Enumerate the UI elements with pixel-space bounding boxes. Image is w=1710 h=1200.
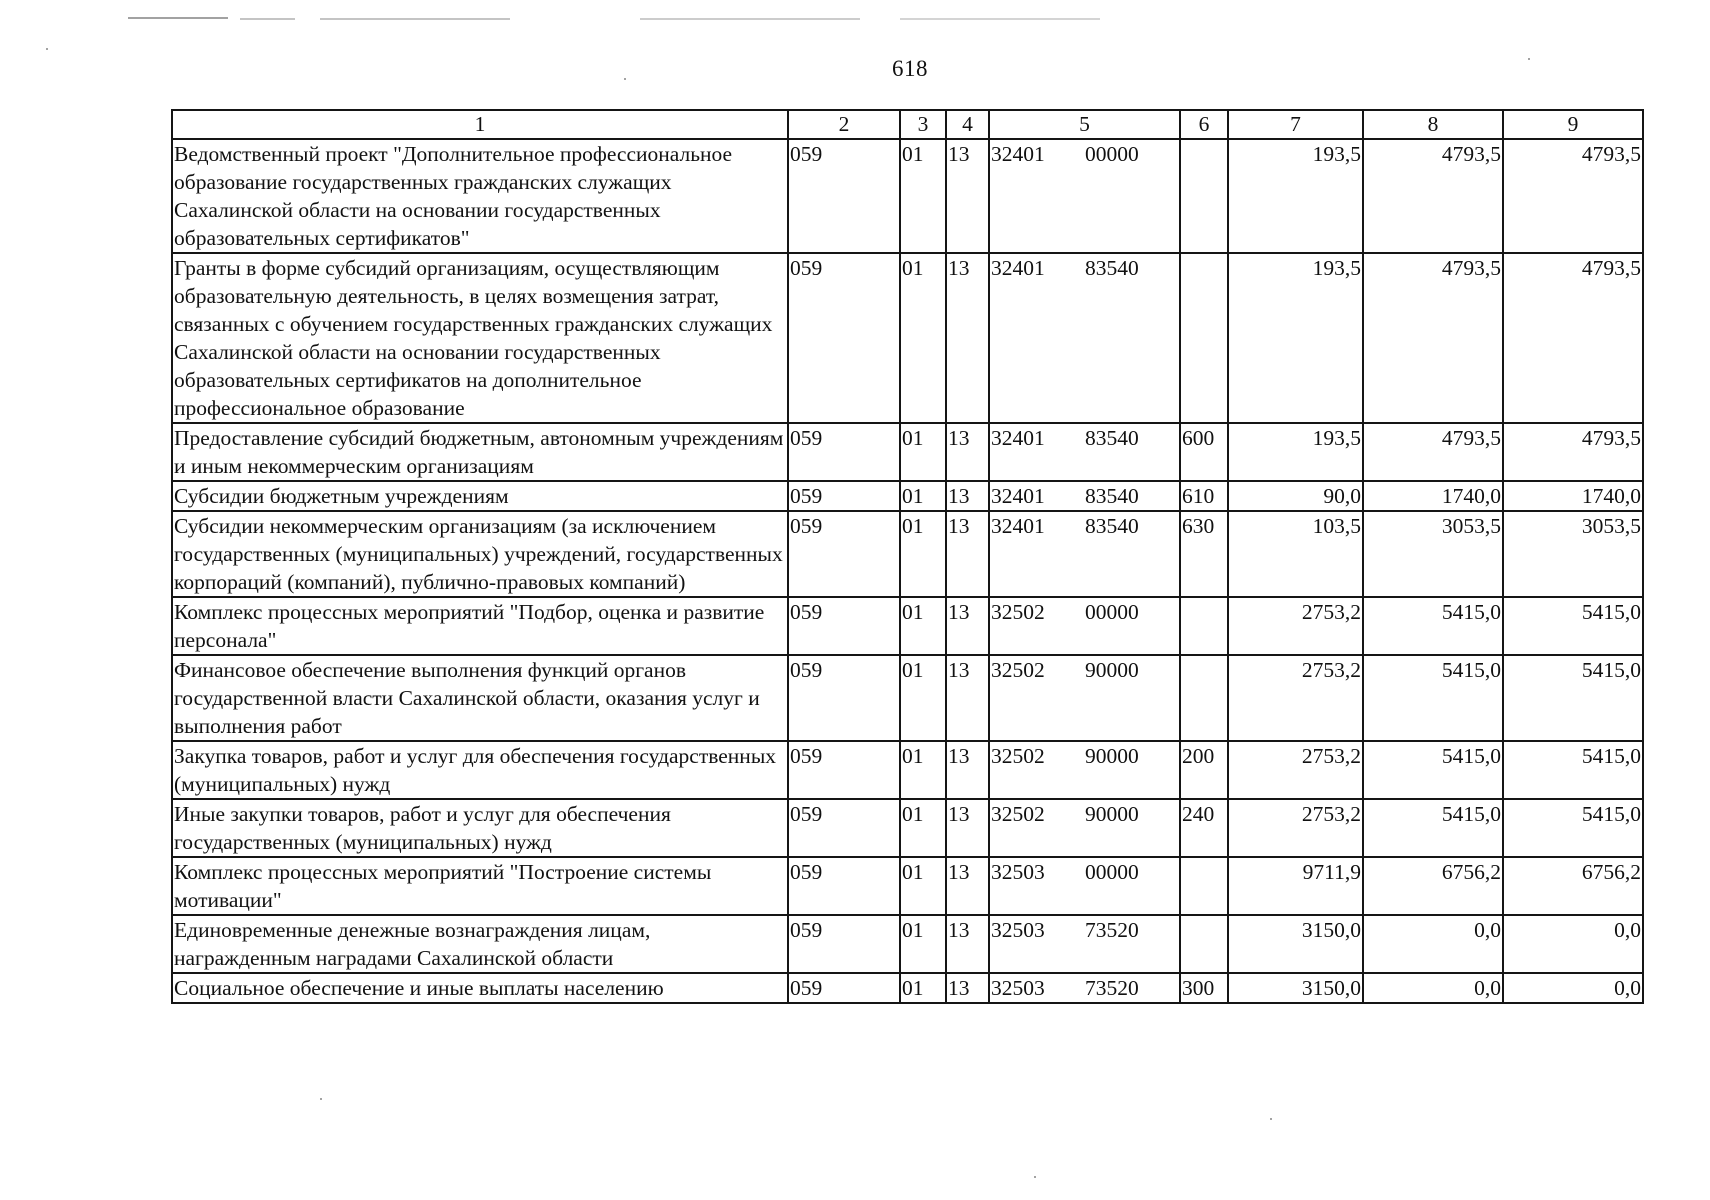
row-name: Социальное обеспечение и иные выплаты населению	[172, 973, 788, 1003]
scan-artifact	[900, 18, 1100, 20]
row-code-3: 01	[900, 481, 946, 511]
row-code-5b: 90000	[1085, 658, 1139, 682]
row-code-3: 01	[900, 915, 946, 973]
table-row	[172, 253, 1643, 423]
row-code-4: 13	[946, 423, 989, 481]
row-value-8: 6756,2	[1363, 857, 1503, 915]
row-value-8: 4793,5	[1363, 253, 1503, 423]
row-value-7: 193,5	[1228, 139, 1363, 253]
row-name: Иные закупки товаров, работ и услуг для обеспечения государственных (муниципальных) нужд	[172, 799, 788, 857]
row-value-9: 5415,0	[1503, 741, 1643, 799]
row-code-6: 610	[1180, 481, 1228, 511]
row-code-6	[1180, 857, 1228, 915]
page-number: 618	[892, 56, 928, 81]
row-code-5a: 32502	[991, 802, 1045, 826]
row-code-3: 01	[900, 139, 946, 253]
scan-speck	[1270, 1118, 1272, 1120]
row-value-7: 90,0	[1228, 481, 1363, 511]
row-code-5	[989, 799, 1180, 857]
row-value-9: 3053,5	[1503, 511, 1643, 597]
table-row	[172, 857, 1643, 915]
row-name: Предоставление субсидий бюджетным, автономным учреждениям и иным некоммерческим организациям	[172, 423, 788, 481]
row-code-6: 630	[1180, 511, 1228, 597]
row-code-5a: 32503	[991, 860, 1045, 884]
row-name: Субсидии некоммерческим организациям (за исключением государственных (муниципальных) учреждений, государственных корпораций (компаний), публично-правовых компаний)	[172, 511, 788, 597]
scan-artifact	[640, 18, 860, 20]
row-code-5	[989, 973, 1180, 1003]
row-value-7: 103,5	[1228, 511, 1363, 597]
row-value-8: 5415,0	[1363, 741, 1503, 799]
row-value-8: 5415,0	[1363, 597, 1503, 655]
column-header: 9	[1503, 110, 1643, 139]
table-row	[172, 481, 1643, 511]
row-code-5b: 00000	[1085, 142, 1139, 166]
row-code-6	[1180, 597, 1228, 655]
row-code-5b: 73520	[1085, 918, 1139, 942]
table-row	[172, 511, 1643, 597]
row-code-3: 01	[900, 423, 946, 481]
row-code-6	[1180, 139, 1228, 253]
scan-artifact	[320, 18, 510, 20]
row-value-9: 5415,0	[1503, 597, 1643, 655]
column-header: 3	[900, 110, 946, 139]
row-code-2: 059	[788, 741, 900, 799]
row-code-5a: 32401	[991, 142, 1045, 166]
row-code-5	[989, 857, 1180, 915]
row-code-4: 13	[946, 741, 989, 799]
row-value-7: 2753,2	[1228, 741, 1363, 799]
row-code-6	[1180, 655, 1228, 741]
row-code-4: 13	[946, 139, 989, 253]
table-row	[172, 139, 1643, 253]
row-code-5a: 32503	[991, 918, 1045, 942]
row-code-2: 059	[788, 915, 900, 973]
row-value-9: 6756,2	[1503, 857, 1643, 915]
scan-speck	[320, 1098, 322, 1100]
column-header: 5	[989, 110, 1180, 139]
row-value-7: 2753,2	[1228, 597, 1363, 655]
row-code-5b: 90000	[1085, 802, 1139, 826]
budget-table	[171, 109, 1644, 1004]
row-value-7: 2753,2	[1228, 799, 1363, 857]
column-header: 6	[1180, 110, 1228, 139]
row-name: Субсидии бюджетным учреждениям	[172, 481, 788, 511]
row-code-2: 059	[788, 481, 900, 511]
table-row	[172, 799, 1643, 857]
row-code-6: 240	[1180, 799, 1228, 857]
table-row	[172, 597, 1643, 655]
row-value-8: 5415,0	[1363, 655, 1503, 741]
row-code-5a: 32503	[991, 976, 1045, 1000]
row-value-8: 0,0	[1363, 915, 1503, 973]
row-code-4: 13	[946, 511, 989, 597]
table-row	[172, 973, 1643, 1003]
row-value-8: 4793,5	[1363, 423, 1503, 481]
row-code-2: 059	[788, 857, 900, 915]
row-value-8: 0,0	[1363, 973, 1503, 1003]
row-code-6	[1180, 915, 1228, 973]
row-value-7: 9711,9	[1228, 857, 1363, 915]
row-code-5b: 73520	[1085, 976, 1139, 1000]
row-code-6	[1180, 253, 1228, 423]
table-header-row	[172, 110, 1643, 139]
row-code-2: 059	[788, 799, 900, 857]
row-value-7: 2753,2	[1228, 655, 1363, 741]
row-code-4: 13	[946, 857, 989, 915]
row-value-9: 0,0	[1503, 915, 1643, 973]
column-header: 2	[788, 110, 900, 139]
row-code-5b: 90000	[1085, 744, 1139, 768]
table-row	[172, 741, 1643, 799]
row-code-5a: 32401	[991, 484, 1045, 508]
row-value-8: 1740,0	[1363, 481, 1503, 511]
row-value-9: 4793,5	[1503, 423, 1643, 481]
row-code-6: 200	[1180, 741, 1228, 799]
row-code-5a: 32401	[991, 426, 1045, 450]
row-code-5	[989, 511, 1180, 597]
row-code-2: 059	[788, 511, 900, 597]
row-code-5	[989, 597, 1180, 655]
row-code-5b: 83540	[1085, 426, 1139, 450]
row-value-9: 1740,0	[1503, 481, 1643, 511]
row-value-8: 3053,5	[1363, 511, 1503, 597]
row-code-5	[989, 655, 1180, 741]
column-header: 4	[946, 110, 989, 139]
row-value-8: 4793,5	[1363, 139, 1503, 253]
row-code-4: 13	[946, 973, 989, 1003]
row-code-5a: 32401	[991, 256, 1045, 280]
row-code-3: 01	[900, 597, 946, 655]
row-code-5	[989, 481, 1180, 511]
row-code-6: 300	[1180, 973, 1228, 1003]
row-code-4: 13	[946, 915, 989, 973]
scan-artifact	[128, 17, 228, 19]
row-code-2: 059	[788, 253, 900, 423]
row-code-4: 13	[946, 799, 989, 857]
row-name: Комплекс процессных мероприятий "Подбор, оценка и развитие персонала"	[172, 597, 788, 655]
row-code-5	[989, 741, 1180, 799]
table-row	[172, 423, 1643, 481]
row-name: Единовременные денежные вознаграждения лицам, награжденным наградами Сахалинской области	[172, 915, 788, 973]
row-value-9: 4793,5	[1503, 139, 1643, 253]
row-value-7: 3150,0	[1228, 915, 1363, 973]
column-header: 7	[1228, 110, 1363, 139]
scan-speck	[46, 48, 48, 50]
row-code-5	[989, 423, 1180, 481]
table-row	[172, 915, 1643, 973]
row-code-5a: 32502	[991, 658, 1045, 682]
row-code-4: 13	[946, 655, 989, 741]
row-code-5b: 83540	[1085, 256, 1139, 280]
row-code-2: 059	[788, 973, 900, 1003]
row-value-7: 3150,0	[1228, 973, 1363, 1003]
row-code-5	[989, 139, 1180, 253]
row-code-5a: 32502	[991, 744, 1045, 768]
row-code-2: 059	[788, 139, 900, 253]
row-value-7: 193,5	[1228, 253, 1363, 423]
row-value-9: 0,0	[1503, 973, 1643, 1003]
row-code-4: 13	[946, 481, 989, 511]
row-code-2: 059	[788, 423, 900, 481]
row-code-6: 600	[1180, 423, 1228, 481]
column-header: 1	[172, 110, 788, 139]
row-code-3: 01	[900, 253, 946, 423]
row-value-9: 5415,0	[1503, 799, 1643, 857]
row-name: Закупка товаров, работ и услуг для обеспечения государственных (муниципальных) нужд	[172, 741, 788, 799]
row-value-9: 5415,0	[1503, 655, 1643, 741]
row-name: Ведомственный проект "Дополнительное профессиональное образование государственных гражданских служащих Сахалинской области на основании государственных образовательных сертификатов"	[172, 139, 788, 253]
row-code-3: 01	[900, 655, 946, 741]
row-code-5b: 83540	[1085, 514, 1139, 538]
row-code-5a: 32502	[991, 600, 1045, 624]
row-code-3: 01	[900, 973, 946, 1003]
row-value-7: 193,5	[1228, 423, 1363, 481]
row-name: Гранты в форме субсидий организациям, осуществляющим образовательную деятельность, в целях возмещения затрат, связанных с обучением государственных гражданских служащих Сахалинской области на основании государственных образовательных сертификатов на дополнительное профессиональное образование	[172, 253, 788, 423]
row-code-2: 059	[788, 597, 900, 655]
scan-artifact	[240, 18, 295, 20]
row-code-5	[989, 253, 1180, 423]
scan-speck	[1034, 1176, 1036, 1178]
row-code-3: 01	[900, 741, 946, 799]
table-row	[172, 655, 1643, 741]
row-code-5b: 83540	[1085, 484, 1139, 508]
column-header: 8	[1363, 110, 1503, 139]
row-code-3: 01	[900, 799, 946, 857]
row-code-3: 01	[900, 511, 946, 597]
row-name: Финансовое обеспечение выполнения функций органов государственной власти Сахалинской области, оказания услуг и выполнения работ	[172, 655, 788, 741]
row-code-4: 13	[946, 597, 989, 655]
row-code-3: 01	[900, 857, 946, 915]
row-code-5a: 32401	[991, 514, 1045, 538]
row-code-2: 059	[788, 655, 900, 741]
row-name: Комплекс процессных мероприятий "Построение системы мотивации"	[172, 857, 788, 915]
row-code-5b: 00000	[1085, 600, 1139, 624]
row-value-8: 5415,0	[1363, 799, 1503, 857]
row-code-5	[989, 915, 1180, 973]
row-code-5b: 00000	[1085, 860, 1139, 884]
row-value-9: 4793,5	[1503, 253, 1643, 423]
row-code-4: 13	[946, 253, 989, 423]
